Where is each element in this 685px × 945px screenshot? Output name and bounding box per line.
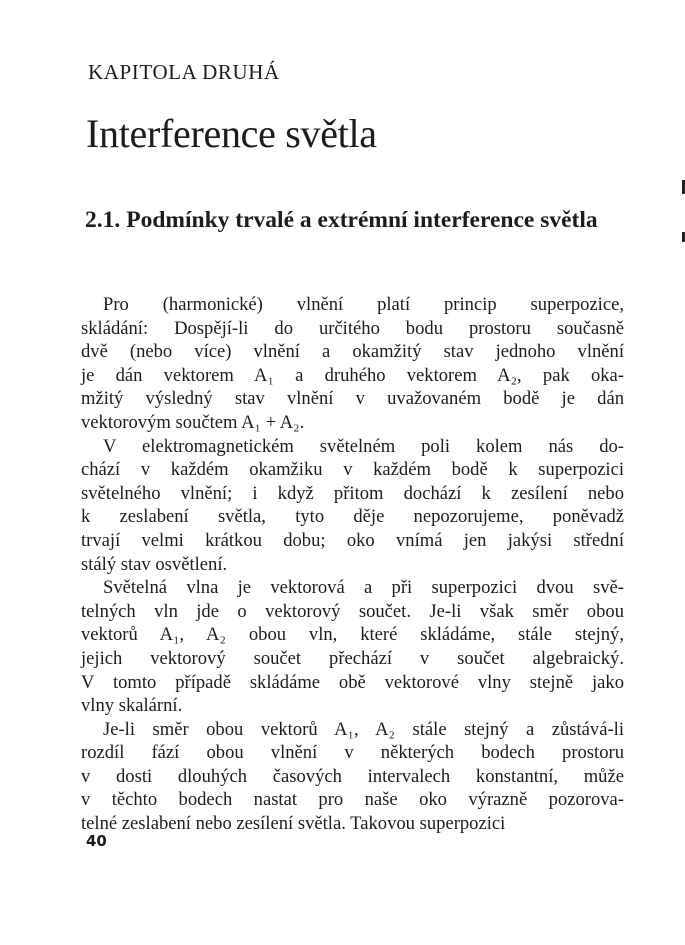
text-line: mžitý výsledný stav vlnění v uvažovaném bodě je dán — [81, 388, 624, 410]
text-line: jejich vektorový součet přechází v součet algebraický. — [81, 647, 624, 669]
text-line: Světelná vlna je vektorová a při superpozici dvou svě- — [103, 577, 624, 599]
text-line: skládání: Dospějí-li do určitého bodu prostoru současně — [81, 317, 624, 339]
text-line: stálý stav osvětlení. — [81, 553, 228, 575]
text-line: Je-li směr obou vektorů A₁, A₂ stále stejný a zůstává-li — [103, 718, 624, 740]
text-line: je dán vektorem A₁ a druhého vektorem A₂, pak oka- — [81, 364, 624, 386]
text-line: trvají velmi krátkou dobu; oko vnímá jen jakýsi střední — [81, 529, 624, 551]
text-line: Pro (harmonické) vlnění platí princip superpozice, — [103, 294, 624, 315]
text-line: v těchto bodech nastat pro naše oko výrazně pozorova- — [81, 789, 624, 811]
text-line: dvě (nebo více) vlnění a okamžitý stav jednoho vlnění — [81, 341, 624, 363]
page-number: 40 — [86, 832, 107, 850]
chapter-title: Interference světla — [86, 111, 377, 156]
section-number: 2.1. — [85, 207, 121, 233]
text-line: světelného vlnění; i když přitom dochází k zesílení nebo — [81, 482, 624, 504]
paragraph — [81, 718, 624, 836]
text-line: v dosti dlouhých časových intervalech konstantní, může — [81, 765, 624, 787]
text-line: telných vln jde o vektorový součet. Je-li však směr obou — [81, 600, 624, 622]
body-text — [81, 293, 624, 836]
text-line: vektorů A₁, A₂ obou vln, které skládáme, stále stejný, — [81, 624, 624, 646]
text-line: V elektromagnetickém světelném poli kolem nás do- — [103, 435, 624, 457]
text-line: vlny skalární. — [81, 695, 183, 717]
paragraph — [81, 576, 624, 718]
section-heading — [85, 207, 645, 234]
text-line: telné zeslabení nebo zesílení světla. Takovou superpozici — [81, 813, 506, 835]
chapter-label: KAPITOLA DRUHÁ — [88, 60, 280, 84]
section-title: Podmínky trvalé a extrémní interference světla — [126, 207, 598, 233]
paragraph — [81, 293, 624, 435]
text-line: vektorovým součtem A₁ + A₂. — [81, 411, 305, 433]
text-line: rozdíl fází obou vlnění v některých bodech prostoru — [81, 742, 624, 764]
text-line: chází v každém okamžiku v každém bodě k superpozici — [81, 459, 624, 481]
paragraph — [81, 435, 624, 577]
text-line: k zeslabení světla, tyto děje nepozorujeme, poněvadž — [81, 506, 624, 528]
text-line: V tomto případě skládáme obě vektorové vlny stejně jako — [81, 671, 624, 693]
